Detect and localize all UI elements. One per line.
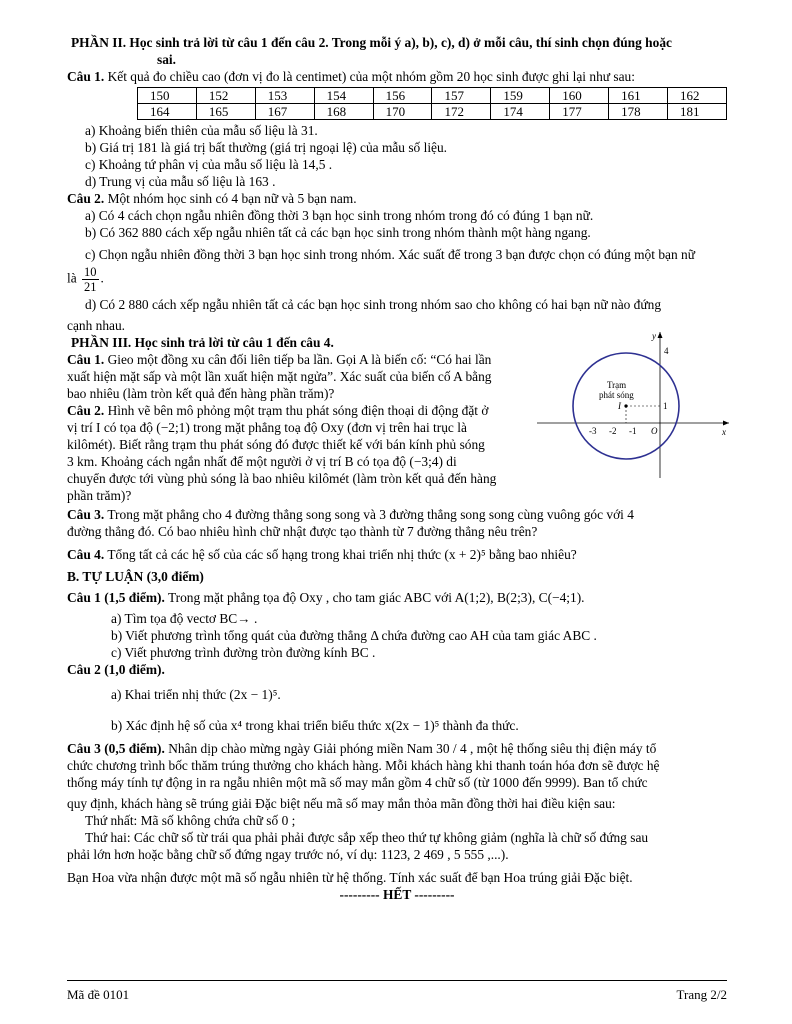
p3-q3-line: đường thẳng đó. Có bao nhiêu hình chữ nhật được tạo thành từ 7 đường thẳng nêu trên? (67, 524, 538, 539)
p2-q2 (67, 190, 727, 207)
table-cell: 167 (255, 104, 314, 120)
p3-q3-label: Câu 3. (67, 507, 105, 522)
p2-q1-a: a) Khoảng biến thiên của mẫu số liệu là 31. (85, 123, 318, 138)
table-cell: 159 (491, 88, 550, 104)
fraction-denominator: 21 (84, 280, 97, 294)
table-cell: 172 (432, 104, 491, 120)
p2-q2-b: b) Có 362 880 cách xếp ngẫu nhiên tất cả các bạn học sinh trong nhóm thành một hàng ngang. (85, 225, 591, 240)
p2-q2-d-cont: cạnh nhau. (67, 318, 126, 333)
table-cell: 152 (196, 88, 255, 104)
table-cell: 177 (550, 104, 609, 120)
p3-q2-label: Câu 2. (67, 403, 105, 418)
pb-q3-question: Bạn Hoa vừa nhận được một mã số ngẫu nhiên từ hệ thống. Tính xác suất để bạn Hoa trúng giải Đặc biệt. (67, 870, 633, 885)
table-row (138, 88, 727, 104)
table-cell: 174 (491, 104, 550, 120)
tick-label: -2 (609, 426, 617, 436)
p2-q2-c-cont: là $\frac{10}{21}$ . (67, 265, 104, 294)
station-title: phát sóng (599, 390, 634, 400)
exam-code: Mã đề 0101 (67, 987, 130, 1002)
p2-q2-label: Câu 2. (67, 191, 105, 206)
table-cell: 162 (668, 88, 727, 104)
p3-q2-line: kilômét). Biết rằng trạm thu phát sóng đó được thiết kế với bán kính phủ sóng (67, 437, 485, 452)
part2-heading-cont: sai. (157, 52, 176, 67)
pb-q2-b: b) Xác định hệ số của x⁴ trong khai triển biểu thức x(2x − 1)⁵ thành đa thức. (111, 718, 519, 733)
p3-q2-line: 3 km. Khoảng cách ngắn nhất để một người ở vị trí B có tọa độ (−3;4) di (67, 454, 457, 469)
fraction (82, 265, 99, 294)
p3-q1-label: Câu 1. (67, 352, 105, 367)
pb-q3-cond1: Thứ nhất: Mã số không chứa chữ số 0 ; (85, 813, 296, 828)
p3-q1 (67, 351, 535, 368)
p3-q2 (67, 402, 535, 419)
p2-q1-label: Câu 1. (67, 69, 105, 84)
p3-q2-line: phần trăm)? (67, 488, 132, 503)
table-cell: 181 (668, 104, 727, 120)
guide-lines (626, 406, 660, 423)
pb-q3 (67, 740, 727, 757)
p3-q1-line: bao nhiêu (làm tròn kết quả đến hàng phần trăm)? (67, 386, 335, 401)
pb-q3-label: Câu 3 (0,5 điểm). (67, 741, 165, 756)
page-footer (67, 980, 727, 1003)
pb-q1 (67, 589, 727, 606)
tick-label: 4 (664, 346, 669, 356)
p2-q1-d: d) Trung vị của mẫu số liệu là 163 . (85, 174, 276, 189)
p3-q2-line: vị trí I có tọa độ (−2;1) trong mặt phẳng toạ độ Oxy (đơn vị trên hai trục là (67, 420, 467, 435)
x-axis (537, 421, 729, 426)
p2-q1 (67, 68, 727, 85)
pb-q1-a: a) Tìm tọa độ vectơ BC→ . (111, 611, 258, 626)
station-title: Trạm (607, 380, 627, 390)
pb-q3-cond2-cont: phải lớn hơn hoặc bằng chữ số đứng ngay trước nó, ví dụ: 1123, 2 469 , 5 555 ,...). (67, 847, 509, 862)
height-table (137, 87, 727, 120)
table-cell: 150 (138, 88, 197, 104)
p3-q2-line: chuyển được tới vùng phủ sóng là bao nhiêu kilômét (làm tròn kết quả đến hàng (67, 471, 497, 486)
y-axis (658, 332, 663, 478)
p2-q1-c: c) Khoảng tứ phân vị của mẫu số liệu là 14,5 . (85, 157, 333, 172)
table-cell: 168 (314, 104, 373, 120)
p2-q1-b: b) Giá trị 181 là giá trị bất thường (giá trị ngoại lệ) của mẫu số liệu. (85, 140, 448, 155)
p3-q1-line: xuất hiện mặt sấp và một lần xuất hiện mặt ngửa”. Xác suất của biến cố A bằng (67, 369, 492, 384)
part3-heading: PHẦN III. Học sinh trả lời từ câu 1 đến câu 4. (71, 335, 334, 350)
table-row (138, 104, 727, 120)
partB-heading: B. TỰ LUẬN (3,0 điểm) (67, 569, 204, 584)
table-cell: 164 (138, 104, 197, 120)
table-cell: 170 (373, 104, 432, 120)
table-cell: 153 (255, 88, 314, 104)
p3-q4 (67, 546, 727, 563)
p2-q2-text: Một nhóm học sinh có 4 bạn nữ và 5 bạn nam. (107, 191, 357, 206)
point-label: I (618, 401, 621, 411)
p3-q3-line: Trong mặt phẳng cho 4 đường thẳng song song và 3 đường thẳng song song cùng vuông góc với 4 (107, 507, 634, 522)
coverage-figure (537, 330, 733, 480)
pb-q3-line: quy định, khách hàng sẽ trúng giải Đặc biệt nếu mã số may mắn thỏa mãn đồng thời hai điều kiện sau: (67, 796, 616, 811)
p2-q2-a: a) Có 4 cách chọn ngẫu nhiên đồng thời 3 bạn học sinh trong nhóm trong đó có đúng 1 bạn nữ. (85, 208, 594, 223)
end-marker: --------- HẾT --------- (339, 887, 455, 902)
pb-q3-line: Nhân dịp chào mừng ngày Giải phóng miền Nam 30 / 4 , một hệ thống siêu thị điện máy tổ (168, 741, 657, 756)
table-cell: 156 (373, 88, 432, 104)
exam-page (67, 34, 727, 903)
pb-q2-label: Câu 2 (1,0 điểm). (67, 662, 165, 677)
pb-q1-label: Câu 1 (1,5 điểm). (67, 590, 165, 605)
table-cell: 160 (550, 88, 609, 104)
page-number: Trang 2/2 (676, 987, 727, 1002)
station-point (624, 404, 627, 407)
pb-q1-b: b) Viết phương trình tổng quát của đường thẳng Δ chứa đường cao AH của tam giác ABC . (111, 628, 597, 643)
part2-heading-text: PHẦN II. Học sinh trả lời từ câu 1 đến câu 2. Trong mỗi ý a), b), c), d) ở mỗi câu, thí sinh chọn đúng hoặc (71, 35, 672, 50)
table-cell: 161 (609, 88, 668, 104)
pb-q3-line: thống máy tính tự động in ra ngẫu nhiên một mã số may mắn gồm 4 chữ số (từ 1000 đến 9999). Ban tổ chức (67, 775, 648, 790)
p3-q3 (67, 506, 727, 523)
pb-q1-text: Trong mặt phẳng tọa độ Oxy , cho tam giác ABC với A(1;2), B(2;3), C(−4;1). (167, 590, 585, 605)
p3-q4-text: Tổng tất cả các hệ số của các số hạng trong khai triển nhị thức (x + 2)⁵ bằng bao nhiêu? (107, 547, 577, 562)
tick-label: -1 (629, 426, 637, 436)
tick-label: -3 (589, 426, 597, 436)
x-axis-label: x (722, 427, 726, 437)
p2-q2-c: c) Chọn ngẫu nhiên đồng thời 3 bạn học sinh trong nhóm. Xác suất để trong 3 bạn được chọn có đúng một bạn nữ (85, 247, 695, 262)
table-cell: 157 (432, 88, 491, 104)
table-cell: 178 (609, 104, 668, 120)
p3-q1-line: Gieo một đồng xu cân đối liên tiếp ba lần. Gọi A là biến cố: “Có hai lần (107, 352, 492, 367)
p2-q1-text: Kết quả đo chiều cao (đơn vị đo là centimet) của một nhóm gồm 20 học sinh được ghi lại như sau: (107, 69, 635, 84)
tick-label: 1 (663, 401, 668, 411)
p3-q4-label: Câu 4. (67, 547, 105, 562)
p2-q2-c-la: là (67, 270, 77, 286)
p2-q2-d: d) Có 2 880 cách xếp ngẫu nhiên tất cả các bạn học sinh trong nhóm sao cho không có hai bạn nữ nào đứng (85, 297, 662, 312)
origin-label: O (651, 426, 658, 436)
pb-q3-cond2: Thứ hai: Các chữ số từ trái qua phải phải được sắp xếp theo thứ tự không giảm (nghĩa là chữ số đứng sau (85, 830, 649, 845)
pb-q2-a: a) Khai triển nhị thức (2x − 1)⁵. (111, 687, 281, 702)
table-cell: 165 (196, 104, 255, 120)
y-axis-label: y (652, 331, 656, 341)
fraction-numerator: 10 (84, 265, 97, 279)
table-cell: 154 (314, 88, 373, 104)
part2-heading (71, 34, 727, 68)
part3-block (67, 331, 727, 504)
pb-q3-line: chức chương trình bốc thăm trúng thưởng cho khách hàng. Mỗi khách hàng khi thanh toán hóa đơn sẽ được hệ (67, 758, 660, 773)
pb-q1-c: c) Viết phương trình đường tròn đường kính BC . (111, 645, 376, 660)
p3-q2-line: Hình vẽ bên mô phỏng một trạm thu phát sóng điện thoại di động đặt ở (107, 403, 489, 418)
